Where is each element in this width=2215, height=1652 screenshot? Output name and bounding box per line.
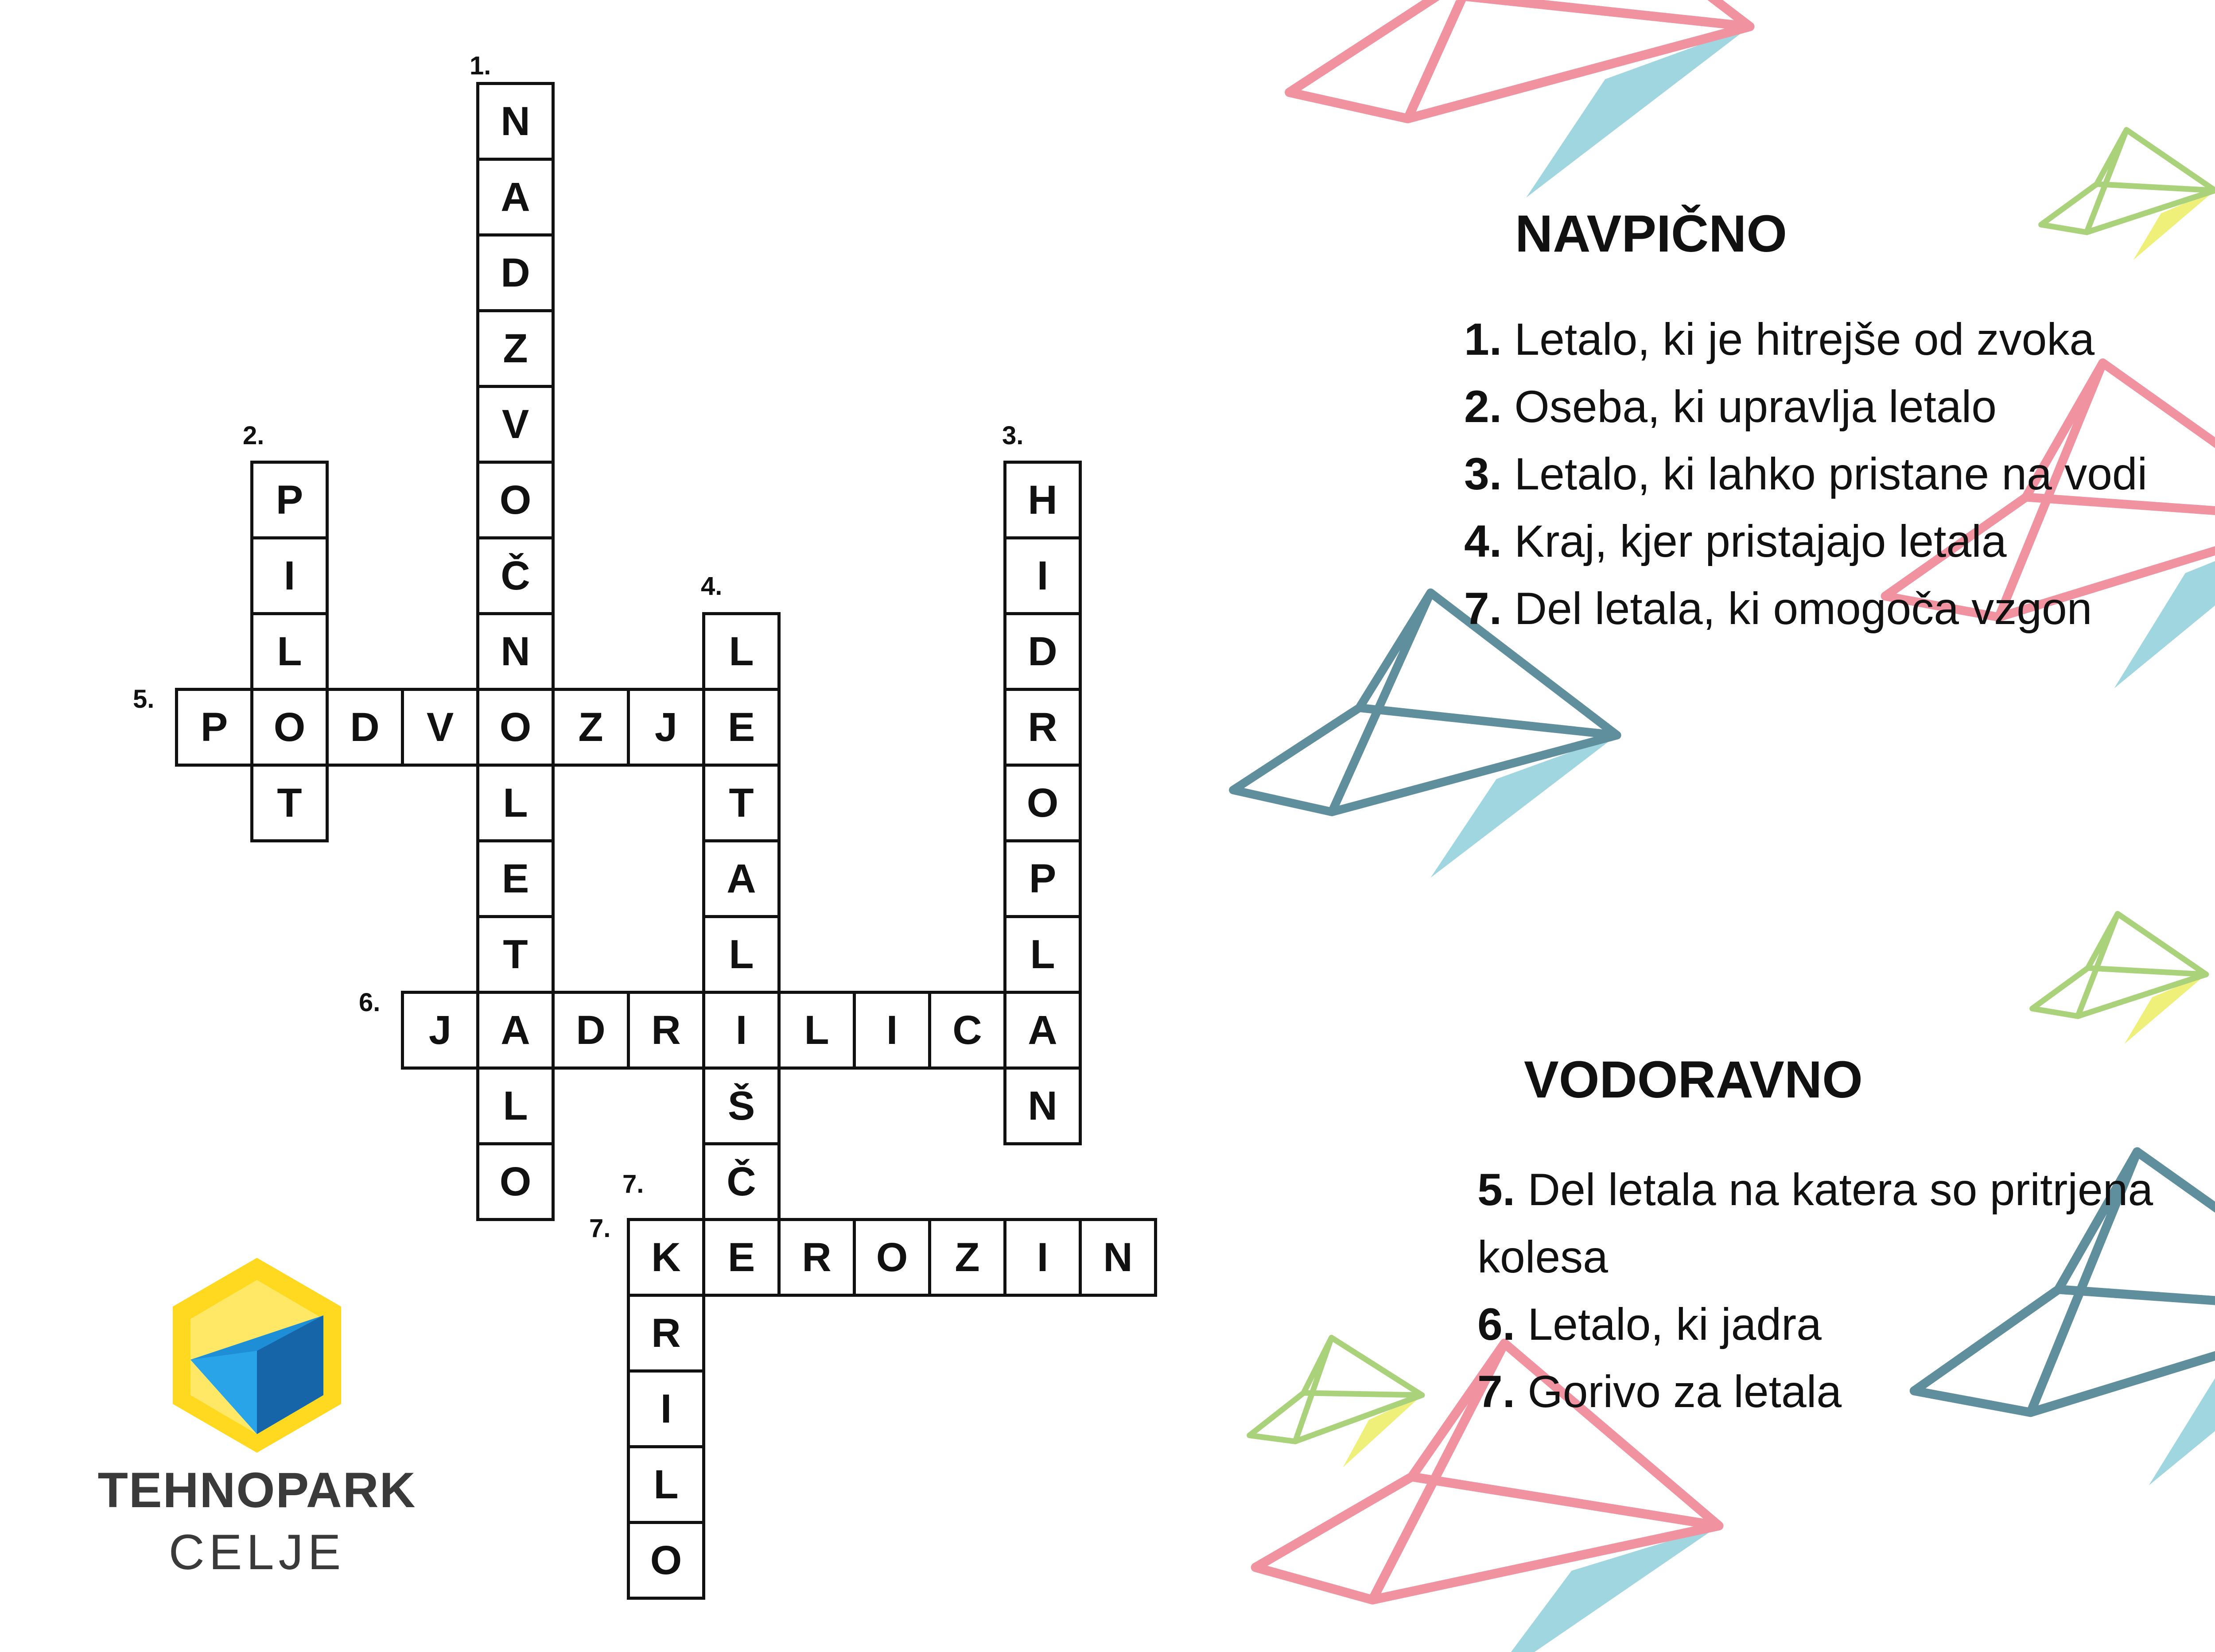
crossword-cell[interactable]: L <box>777 991 856 1070</box>
crossword-cell[interactable]: T <box>702 764 781 842</box>
crossword-cell[interactable]: A <box>476 158 555 237</box>
down-clue: 1. Letalo, ki je hitrejše od zvoka <box>1464 314 2095 365</box>
crossword-cell[interactable]: I <box>250 536 329 615</box>
crossword-cell[interactable]: A <box>702 839 781 918</box>
across-clue: 7. Gorivo za letala <box>1477 1366 1842 1417</box>
across-clue-list <box>1477 1156 2215 1425</box>
crossword-cell[interactable]: Z <box>928 1218 1006 1297</box>
crossword-cell[interactable]: O <box>250 688 329 767</box>
crossword-cell[interactable]: P <box>175 688 253 767</box>
down-clue: 4. Kraj, kjer pristajajo letala <box>1464 516 2007 566</box>
crossword-cell[interactable]: O <box>853 1218 931 1297</box>
crossword-cell[interactable]: D <box>476 233 555 312</box>
logo-name: TEHNOPARK <box>97 1462 416 1518</box>
crossword-cell[interactable]: D <box>552 991 630 1070</box>
crossword-cell[interactable]: L <box>627 1445 705 1524</box>
clue-number-label: 4. <box>701 572 723 601</box>
crossword-cell[interactable]: I <box>1003 536 1082 615</box>
crossword-cell[interactable]: L <box>250 612 329 691</box>
crossword-cell[interactable]: J <box>627 688 705 767</box>
crossword-cell[interactable]: E <box>476 839 555 918</box>
crossword-cell[interactable]: T <box>250 764 329 842</box>
clue-number-label: 1. <box>470 51 491 80</box>
crossword-cell[interactable]: V <box>401 688 479 767</box>
crossword-cell[interactable]: R <box>1003 688 1082 767</box>
logo-city: CELJE <box>168 1524 346 1580</box>
crossword-cell[interactable]: O <box>627 1521 705 1600</box>
crossword-cell[interactable]: I <box>627 1369 705 1448</box>
crossword-cell[interactable]: Č <box>476 536 555 615</box>
crossword-cell[interactable]: A <box>1003 991 1082 1070</box>
crossword-cell[interactable]: P <box>1003 839 1082 918</box>
crossword-cell[interactable]: Š <box>702 1066 781 1145</box>
crossword-cell[interactable]: N <box>476 612 555 691</box>
down-clue: 7. Del letala, ki omogoča vzgon <box>1464 583 2092 634</box>
crossword-cell[interactable]: T <box>476 915 555 994</box>
crossword-cell[interactable]: D <box>1003 612 1082 691</box>
crossword-cell[interactable]: L <box>702 915 781 994</box>
crossword-cell[interactable]: R <box>627 991 705 1070</box>
crossword-cell[interactable]: H <box>1003 461 1082 539</box>
crossword-cell[interactable]: Č <box>702 1142 781 1221</box>
crossword-cell[interactable]: L <box>476 1066 555 1145</box>
across-clue: 6. Letalo, ki jadra <box>1477 1299 1822 1350</box>
crossword-cell[interactable]: E <box>702 1218 781 1297</box>
clue-number-label: 6. <box>359 988 381 1017</box>
crossword-cell[interactable]: N <box>1003 1066 1082 1145</box>
down-clue: 3. Letalo, ki lahko pristane na vodi <box>1464 449 2148 499</box>
crossword-cell[interactable]: C <box>928 991 1006 1070</box>
crossword-cell[interactable]: R <box>627 1294 705 1373</box>
crossword-cell[interactable]: K <box>627 1218 705 1297</box>
crossword-cell[interactable]: J <box>401 991 479 1070</box>
crossword-cell[interactable]: Z <box>552 688 630 767</box>
crossword-cell[interactable]: V <box>476 385 555 464</box>
across-clue: 5. Del letala na katera so pritrjena kolesa <box>1477 1164 2153 1282</box>
crossword-cell[interactable]: L <box>702 612 781 691</box>
down-clue-list <box>1464 306 2215 642</box>
clue-number-label: 2. <box>243 421 264 450</box>
crossword-cell[interactable]: P <box>250 461 329 539</box>
crossword-cell[interactable]: I <box>1003 1218 1082 1297</box>
crossword-cell[interactable]: O <box>1003 764 1082 842</box>
down-clue: 2. Oseba, ki upravlja letalo <box>1464 381 1997 432</box>
clue-number-label: 7. <box>589 1214 611 1243</box>
crossword-cell[interactable]: O <box>476 461 555 539</box>
clue-number-label: 3. <box>1002 421 1024 450</box>
clue-number-label: 5. <box>133 685 155 714</box>
crossword-cell[interactable]: O <box>476 1142 555 1221</box>
down-heading: NAVPIČNO <box>1515 205 1788 263</box>
crossword-cell[interactable]: D <box>326 688 404 767</box>
crossword-cell[interactable]: A <box>476 991 555 1070</box>
crossword-cell[interactable]: L <box>1003 915 1082 994</box>
crossword-cell[interactable]: N <box>476 82 555 161</box>
crossword-cell[interactable]: I <box>853 991 931 1070</box>
crossword-cell[interactable]: R <box>777 1218 856 1297</box>
across-heading: VODORAVNO <box>1524 1051 1863 1109</box>
crossword-cell[interactable]: E <box>702 688 781 767</box>
crossword-cell[interactable]: Z <box>476 309 555 388</box>
crossword-cell[interactable]: N <box>1079 1218 1157 1297</box>
crossword-cell[interactable]: L <box>476 764 555 842</box>
crossword-cell[interactable]: O <box>476 688 555 767</box>
crossword-cell[interactable]: I <box>702 991 781 1070</box>
clue-number-label: 7. <box>622 1170 644 1198</box>
